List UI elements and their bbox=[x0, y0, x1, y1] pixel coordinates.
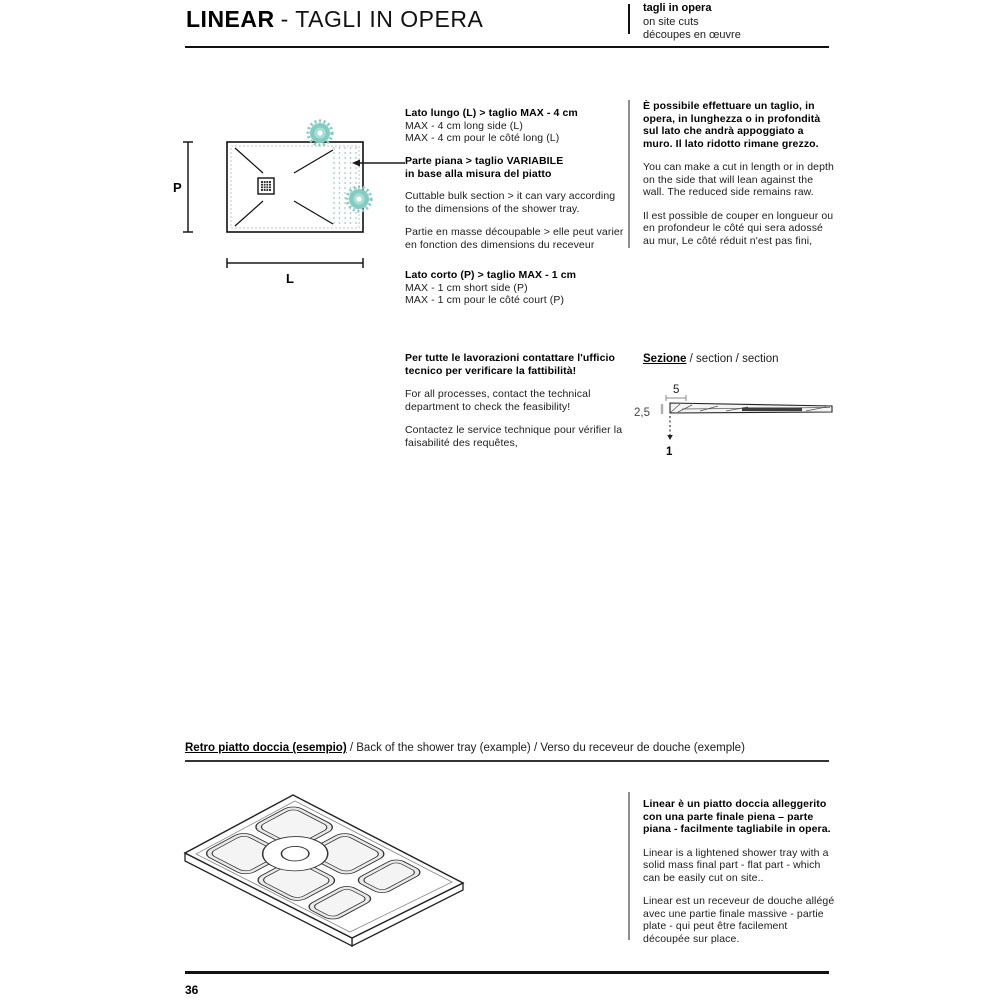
cut-description bbox=[643, 100, 835, 258]
back-title-rest: / Back of the shower tray (example) / Verso du receveur de douche (exemple) bbox=[346, 742, 745, 754]
section-title bbox=[643, 353, 779, 365]
cut-description-en: You can make a cut in length or in depth on the side that will lean against the wall. The reduced side remains raw. bbox=[643, 161, 834, 198]
short-side-cut-fr: MAX - 1 cm pour le côté court (P) bbox=[405, 294, 565, 306]
flat-part-cut-it-1: Parte piana > taglio VARIABILE bbox=[405, 155, 564, 167]
length-label: L bbox=[286, 271, 294, 286]
flat-part-leader-arrow bbox=[352, 160, 405, 167]
depth-dimension-line bbox=[183, 142, 193, 232]
back-title-it: Retro piatto doccia (esempio) bbox=[185, 742, 347, 754]
feasibility-note bbox=[405, 352, 625, 460]
tray-back-isometric-drawing bbox=[180, 780, 480, 960]
back-title bbox=[185, 742, 885, 754]
short-side-cut-en: MAX - 1 cm short side (P) bbox=[405, 281, 528, 294]
long-side-cut-note bbox=[405, 107, 625, 145]
section-title-rest: / section / section bbox=[686, 353, 779, 365]
page-number: 36 bbox=[185, 983, 199, 997]
section-dim-left: 2,5 bbox=[634, 407, 650, 419]
tray-outline bbox=[227, 142, 363, 232]
header-translations bbox=[643, 2, 843, 43]
section-solid-band bbox=[742, 408, 802, 412]
header-lang-it: tagli in opera bbox=[643, 2, 712, 14]
drain-icon bbox=[258, 178, 274, 194]
page-title bbox=[186, 6, 483, 33]
header-lang-fr: découpes en œuvre bbox=[643, 29, 741, 41]
flat-part-cut-fr: Partie en masse découpable > elle peut varier en fonction des dimensions du receveur bbox=[405, 226, 624, 251]
section-dim-top: 5 bbox=[673, 384, 680, 396]
depth-label: P bbox=[173, 180, 182, 195]
linear-description-en: Linear is a lightened shower tray with a solid mass final part - flat part - which can be easily cut on site.. bbox=[643, 846, 829, 884]
header-lang-en: on site cuts bbox=[643, 15, 699, 28]
header-divider bbox=[628, 4, 630, 34]
short-side-cut-it: Lato corto (P) > taglio MAX - 1 cm bbox=[405, 269, 577, 281]
footer-rule bbox=[185, 971, 829, 974]
long-side-cut-fr: MAX - 4 cm pour le côté long (L) bbox=[405, 132, 560, 144]
section-title-it: Sezione bbox=[643, 353, 687, 365]
back-rule bbox=[185, 760, 829, 762]
column-divider bbox=[628, 100, 630, 248]
flat-part-cut-en: Cuttable bulk section > it can vary according to the dimensions of the shower tray. bbox=[405, 190, 616, 215]
linear-description-it: Linear è un piatto doccia alleggerito con una parte finale piena – parte piana - facilmente tagliabile in opera. bbox=[643, 798, 831, 835]
section-dim-bottom: 1 bbox=[666, 446, 673, 458]
linear-description-fr: Linear est un receveur de douche allégé avec une partie finale massive - partie plate - qui peut être facilement découpée sur place. bbox=[643, 895, 835, 945]
cut-description-fr: Il est possible de couper en longueur ou en profondeur le côté qui sera adossé au mur, Le côté réduit n'est pas fini, bbox=[643, 209, 834, 247]
cross-section-drawing bbox=[630, 376, 840, 464]
flat-part-cut-it-2: in base alla misura del piatto bbox=[405, 167, 552, 180]
page-title-subject: - TAGLI IN OPERA bbox=[280, 6, 484, 32]
header-rule bbox=[185, 46, 829, 48]
feasibility-fr: Contactez le service technique pour vérifier la faisabilité des requêtes, bbox=[405, 424, 623, 449]
short-side-cut-note bbox=[405, 269, 625, 307]
section-dim-bottom-arrow bbox=[667, 435, 673, 440]
long-side-cut-en: MAX - 4 cm long side (L) bbox=[405, 119, 523, 132]
page-title-brand: LINEAR bbox=[186, 6, 275, 32]
flat-part-cut-note bbox=[405, 155, 625, 262]
saw-blade-icon bbox=[347, 187, 371, 211]
cut-description-it: È possibile effettuare un taglio, in opera, in lunghezza o in profondità sul lato che andrà appoggiato a muro. Il lato ridotto rimane grezzo. bbox=[643, 100, 821, 150]
feasibility-en: For all processes, contact the technical department to check the feasibility! bbox=[405, 388, 591, 413]
shower-tray-plan-diagram bbox=[168, 95, 405, 307]
column-divider bbox=[628, 792, 630, 940]
linear-description bbox=[643, 798, 835, 956]
long-side-cut-it: Lato lungo (L) > taglio MAX - 4 cm bbox=[405, 107, 578, 119]
length-dimension-line bbox=[227, 258, 363, 268]
feasibility-it: Per tutte le lavorazioni contattare l'ufficio tecnico per verificare la fattibilità! bbox=[405, 352, 616, 377]
saw-blade-icon bbox=[308, 121, 332, 145]
